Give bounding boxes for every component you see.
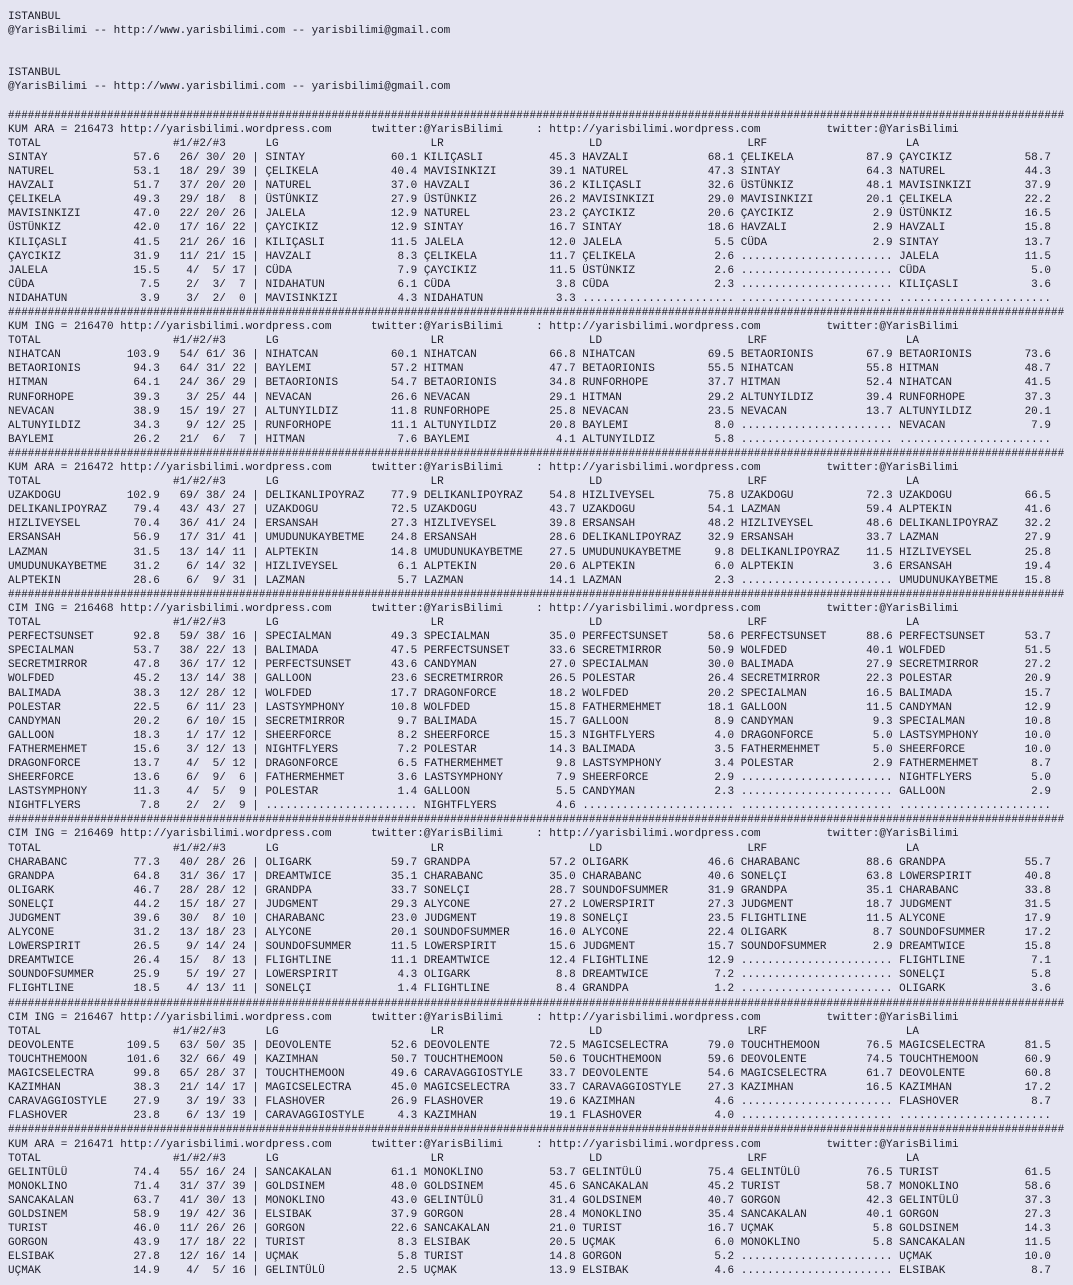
stat-row: OLIGARK 46.7 28/ 28/ 12 | GRANDPA 33.7 SONELÇI 28.7 SOUNDOFSUMMER 31.9 GRANDPA 35.1 CHARABANC 33.8 xyxy=(8,884,1051,897)
stat-row: KAZIMHAN 38.3 21/ 14/ 17 | MAGICSELECTRA 45.0 MAGICSELECTRA 33.7 CARAVAGGIOSTYLE 27.3 KAZIMHAN 16.5 KAZIMHAN 17.2 xyxy=(8,1082,1051,1095)
stat-row: LOWERSPIRIT 26.5 9/ 14/ 24 | SOUNDOFSUMMER 11.5 LOWERSPIRIT 15.6 JUDGMENT 15.7 SOUNDOFSUMMER 2.9 DREAMTWICE 15.8 xyxy=(8,941,1051,954)
stat-row: DREAMTWICE 26.4 15/ 8/ 13 | FLIGHTLINE 11.1 DREAMTWICE 12.4 FLIGHTLINE 12.9 ....................... FLIGHTLINE 7.1 xyxy=(8,955,1051,968)
block-title-line: KUM ING = 216470 http://yarisbilimi.wordpress.com twitter:@YarisBilimi : http://yarisbilimi.wordpress.com twitter:@YarisBilimi xyxy=(8,321,959,334)
separator-line: ################################################################################################################################################################ xyxy=(8,306,1065,319)
header-city: ISTANBUL xyxy=(8,67,61,80)
stat-row: POLESTAR 22.5 6/ 11/ 23 | LASTSYMPHONY 10.8 WOLFDED 15.8 FATHERMEHMET 18.1 GALLOON 11.5 CANDYMAN 12.9 xyxy=(8,701,1051,714)
stat-row: RUNFORHOPE 39.3 3/ 25/ 44 | NEVACAN 26.6 NEVACAN 29.1 HITMAN 29.2 ALTUNYILDIZ 39.4 RUNFORHOPE 37.3 xyxy=(8,391,1051,404)
separator-line: ################################################################################################################################################################ xyxy=(8,814,1065,827)
stat-row: ELSIBAK 27.8 12/ 16/ 14 | UÇMAK 5.8 TURIST 14.8 GORGON 5.2 ....................... UÇMAK 10.0 xyxy=(8,1251,1051,1264)
stat-row: NEVACAN 38.9 15/ 19/ 27 | ALTUNYILDIZ 11.8 RUNFORHOPE 25.8 NEVACAN 23.5 NEVACAN 13.7 ALTUNYILDIZ 20.1 xyxy=(8,405,1051,418)
stat-row: GOLDSINEM 58.9 19/ 42/ 36 | ELSIBAK 37.9 GORGON 28.4 MONOKLINO 35.4 SANCAKALAN 40.1 GORGON 27.3 xyxy=(8,1208,1051,1221)
stat-row: DELIKANLIPOYRAZ 79.4 43/ 43/ 27 | UZAKDOGU 72.5 UZAKDOGU 43.7 UZAKDOGU 54.1 LAZMAN 59.4 ALPTEKIN 41.6 xyxy=(8,504,1051,517)
block-title-line: KUM ARA = 216473 http://yarisbilimi.wordpress.com twitter:@YarisBilimi : http://yarisbilimi.wordpress.com twitter:@YarisBilimi xyxy=(8,123,959,136)
stat-row: LASTSYMPHONY 11.3 4/ 5/ 9 | POLESTAR 1.4 GALLOON 5.5 CANDYMAN 2.3 ....................... GALLOON 2.9 xyxy=(8,786,1051,799)
stat-row: UÇMAK 14.9 4/ 5/ 16 | GELINTÜLÜ 2.5 UÇMAK 13.9 ELSIBAK 4.6 ....................... ELSIBAK 8.7 xyxy=(8,1265,1051,1278)
header-byline: @YarisBilimi -- http://www.yarisbilimi.com -- yarisbilimi@gmail.com xyxy=(8,81,451,94)
stat-row: SANCAKALAN 63.7 41/ 30/ 13 | MONOKLINO 43.0 GELINTÜLÜ 31.4 GOLDSINEM 40.7 GORGON 42.3 GELINTÜLÜ 37.3 xyxy=(8,1194,1051,1207)
stat-row: BALIMADA 38.3 12/ 28/ 12 | WOLFDED 17.7 DRAGONFORCE 18.2 WOLFDED 20.2 SPECIALMAN 16.5 BALIMADA 15.7 xyxy=(8,687,1051,700)
stat-row: ALPTEKIN 28.6 6/ 9/ 31 | LAZMAN 5.7 LAZMAN 14.1 LAZMAN 2.3 ....................... UMUDUNUKAYBETME 15.8 xyxy=(8,574,1051,587)
stat-row: SOUNDOFSUMMER 25.9 5/ 19/ 27 | LOWERSPIRIT 4.3 OLIGARK 8.8 DREAMTWICE 7.2 ....................... SONELÇI 5.8 xyxy=(8,969,1051,982)
stat-row: JUDGMENT 39.6 30/ 8/ 10 | CHARABANC 23.0 JUDGMENT 19.8 SONELÇI 23.5 FLIGHTLINE 11.5 ALYCONE 17.9 xyxy=(8,913,1051,925)
stat-row: KILIÇASLI 41.5 21/ 26/ 16 | KILIÇASLI 11.5 JALELA 12.0 JALELA 5.5 CÜDA 2.9 SINTAY 13.7 xyxy=(8,236,1051,249)
stat-row: MAGICSELECTRA 99.8 65/ 28/ 37 | TOUCHTHEMOON 49.6 CARAVAGGIOSTYLE 33.7 DEOVOLENTE 54.6 MAGICSELECTRA 61.7 DEOVOLENTE 60.8 xyxy=(8,1068,1051,1081)
stat-row: GORGON 43.9 17/ 18/ 22 | TURIST 8.3 ELSIBAK 20.5 UÇMAK 6.0 MONOKLINO 5.8 SANCAKALAN 11.5 xyxy=(8,1237,1051,1250)
stat-row: HITMAN 64.1 24/ 36/ 29 | BETAORIONIS 54.7 BETAORIONIS 34.8 RUNFORHOPE 37.7 HITMAN 52.4 NIHATCAN 41.5 xyxy=(8,377,1051,390)
stat-row: ÇAYCIKIZ 31.9 11/ 21/ 15 | HAVZALI 8.3 ÇELIKELA 11.7 ÇELIKELA 2.6 ....................... JALELA 11.5 xyxy=(8,250,1051,263)
column-header-line: TOTAL #1/#2/#3 LG LR LD LRF LA xyxy=(8,617,919,630)
stat-row: ÇELIKELA 49.3 29/ 18/ 8 | ÜSTÜNKIZ 27.9 ÜSTÜNKIZ 26.2 MAVISINKIZI 29.0 MAVISINKIZI 20.1 ÇELIKELA 22.2 xyxy=(8,194,1051,207)
stat-row: ÜSTÜNKIZ 42.0 17/ 16/ 22 | ÇAYCIKIZ 12.9 SINTAY 16.7 SINTAY 18.6 HAVZALI 2.9 HAVZALI 15.8 xyxy=(8,222,1051,235)
stat-row: CHARABANC 77.3 40/ 28/ 26 | OLIGARK 59.7 GRANDPA 57.2 OLIGARK 46.6 CHARABANC 88.6 GRANDPA 55.7 xyxy=(8,856,1051,869)
stat-row: DEOVOLENTE 109.5 63/ 50/ 35 | DEOVOLENTE 52.6 DEOVOLENTE 72.5 MAGICSELECTRA 79.0 TOUCHTHEMOON 76.5 MAGICSELECTRA 81.5 xyxy=(8,1039,1051,1052)
block-title-line: KUM ARA = 216471 http://yarisbilimi.wordpress.com twitter:@YarisBilimi : http://yarisbilimi.wordpress.com twitter:@YarisBilimi xyxy=(8,1138,959,1151)
stat-row: CARAVAGGIOSTYLE 27.9 3/ 19/ 33 | FLASHOVER 26.9 FLASHOVER 19.6 KAZIMHAN 4.6 ....................... FLASHOVER 8.7 xyxy=(8,1096,1051,1109)
separator-line: ################################################################################################################################################################ xyxy=(8,588,1065,601)
stat-row: HAVZALI 51.7 37/ 20/ 20 | NATUREL 37.0 HAVZALI 36.2 KILIÇASLI 32.6 ÜSTÜNKIZ 48.1 MAVISINKIZI 37.9 xyxy=(8,180,1051,193)
separator-line: ################################################################################################################################################################ xyxy=(8,109,1065,122)
stat-row: NIDAHATUN 3.9 3/ 2/ 0 | MAVISINKIZI 4.3 NIDAHATUN 3.3 ....................... ....................... ....................... xyxy=(8,292,1051,305)
blank-line xyxy=(8,38,1073,52)
stat-row: TOUCHTHEMOON 101.6 32/ 66/ 49 | KAZIMHAN 50.7 TOUCHTHEMOON 50.6 TOUCHTHEMOON 59.6 DEOVOLENTE 74.5 TOUCHTHEMOON 60.9 xyxy=(8,1053,1051,1066)
stat-row: MONOKLINO 71.4 31/ 37/ 39 | GOLDSINEM 48.0 GOLDSINEM 45.6 SANCAKALAN 45.2 TURIST 58.7 MONOKLINO 58.6 xyxy=(8,1180,1051,1193)
stat-row: JALELA 15.5 4/ 5/ 17 | CÜDA 7.9 ÇAYCIKIZ 11.5 ÜSTÜNKIZ 2.6 ....................... CÜDA 5.0 xyxy=(8,264,1051,277)
stat-row: GALLOON 18.3 1/ 17/ 12 | SHEERFORCE 8.2 SHEERFORCE 15.3 NIGHTFLYERS 4.0 DRAGONFORCE 5.0 LASTSYMPHONY 10.0 xyxy=(8,729,1051,742)
column-header-line: TOTAL #1/#2/#3 LG LR LD LRF LA xyxy=(8,476,919,489)
separator-line: ################################################################################################################################################################ xyxy=(8,997,1065,1010)
stat-row: CÜDA 7.5 2/ 3/ 7 | NIDAHATUN 6.1 CÜDA 3.8 CÜDA 2.3 ....................... KILIÇASLI 3.6 xyxy=(8,278,1051,291)
stat-row: UMUDUNUKAYBETME 31.2 6/ 14/ 32 | HIZLIVEYSEL 6.1 ALPTEKIN 20.6 ALPTEKIN 6.0 ALPTEKIN 3.6 ERSANSAH 19.4 xyxy=(8,560,1051,573)
stat-row: FATHERMEHMET 15.6 3/ 12/ 13 | NIGHTFLYERS 7.2 POLESTAR 14.3 BALIMADA 3.5 FATHERMEHMET 5.0 SHEERFORCE 10.0 xyxy=(8,743,1051,756)
stat-row: CANDYMAN 20.2 6/ 10/ 15 | SECRETMIRROR 9.7 BALIMADA 15.7 GALLOON 8.9 CANDYMAN 9.3 SPECIALMAN 10.8 xyxy=(8,715,1051,728)
stat-row: DRAGONFORCE 13.7 4/ 5/ 12 | DRAGONFORCE 6.5 FATHERMEHMET 9.8 LASTSYMPHONY 3.4 POLESTAR 2.9 FATHERMEHMET 8.7 xyxy=(8,757,1051,770)
header-byline: @YarisBilimi -- http://www.yarisbilimi.com -- yarisbilimi@gmail.com xyxy=(8,25,451,38)
separator-line: ################################################################################################################################################################ xyxy=(8,447,1065,460)
stat-row: LAZMAN 31.5 13/ 14/ 11 | ALPTEKIN 14.8 UMUDUNUKAYBETME 27.5 UMUDUNUKAYBETME 9.8 DELIKANLIPOYRAZ 11.5 HIZLIVEYSEL 25.8 xyxy=(8,546,1051,559)
separator-line: ################################################################################################################################################################ xyxy=(8,1124,1065,1137)
stat-row: BETAORIONIS 94.3 64/ 31/ 22 | BAYLEMI 57.2 HITMAN 47.7 BETAORIONIS 55.5 NIHATCAN 55.8 HITMAN 48.7 xyxy=(8,363,1051,376)
blank-line xyxy=(8,95,1073,109)
header-city: ISTANBUL xyxy=(8,11,61,23)
stat-row: GELINTÜLÜ 74.4 55/ 16/ 24 | SANCAKALAN 61.1 MONOKLINO 53.7 GELINTÜLÜ 75.4 GELINTÜLÜ 76.5 TURIST 61.5 xyxy=(8,1166,1051,1179)
stat-row: BAYLEMI 26.2 21/ 6/ 7 | HITMAN 7.6 BAYLEMI 4.1 ALTUNYILDIZ 5.8 ....................... ....................... xyxy=(8,433,1051,446)
stat-row: WOLFDED 45.2 13/ 14/ 38 | GALLOON 23.6 SECRETMIRROR 26.5 POLESTAR 26.4 SECRETMIRROR 22.3 POLESTAR 20.9 xyxy=(8,673,1051,686)
stat-row: NIHATCAN 103.9 54/ 61/ 36 | NIHATCAN 60.1 NIHATCAN 66.8 NIHATCAN 69.5 BETAORIONIS 67.9 BETAORIONIS 73.6 xyxy=(8,349,1051,362)
block-title-line: CIM ING = 216468 http://yarisbilimi.wordpress.com twitter:@YarisBilimi : http://yarisbilimi.wordpress.com twitter:@YarisBilimi xyxy=(8,602,959,615)
stat-row: PERFECTSUNSET 92.8 59/ 38/ 16 | SPECIALMAN 49.3 SPECIALMAN 35.0 PERFECTSUNSET 58.6 PERFECTSUNSET 88.6 PERFECTSUNSET 53.7 xyxy=(8,631,1051,644)
stat-row: FLIGHTLINE 18.5 4/ 13/ 11 | SONELÇI 1.4 FLIGHTLINE 8.4 GRANDPA 1.2 ....................... OLIGARK 3.6 xyxy=(8,983,1051,996)
stat-row: SECRETMIRROR 47.8 36/ 17/ 12 | PERFECTSUNSET 43.6 CANDYMAN 27.0 SPECIALMAN 30.0 BALIMADA 27.9 SECRETMIRROR 27.2 xyxy=(8,659,1051,672)
stat-row: NIGHTFLYERS 7.8 2/ 2/ 9 | ....................... NIGHTFLYERS 4.6 ....................... ....................... ....................... xyxy=(8,800,1051,813)
stat-row: HIZLIVEYSEL 70.4 36/ 41/ 24 | ERSANSAH 27.3 HIZLIVEYSEL 39.8 ERSANSAH 48.2 HIZLIVEYSEL 48.6 DELIKANLIPOYRAZ 32.2 xyxy=(8,518,1051,531)
stat-row: SINTAY 57.6 26/ 30/ 20 | SINTAY 60.1 KILIÇASLI 45.3 HAVZALI 68.1 ÇELIKELA 87.9 ÇAYCIKIZ 58.7 xyxy=(8,151,1051,164)
column-header-line: TOTAL #1/#2/#3 LG LR LD LRF LA xyxy=(8,842,919,855)
stat-row: FLASHOVER 23.8 6/ 13/ 19 | CARAVAGGIOSTYLE 4.3 KAZIMHAN 19.1 FLASHOVER 4.0 ....................... ....................... xyxy=(8,1110,1051,1123)
column-header-line: TOTAL #1/#2/#3 LG LR LD LRF LA xyxy=(8,335,919,348)
stat-row: UZAKDOGU 102.9 69/ 38/ 24 | DELIKANLIPOYRAZ 77.9 DELIKANLIPOYRAZ 54.8 HIZLIVEYSEL 75.8 UZAKDOGU 72.3 UZAKDOGU 66.5 xyxy=(8,490,1051,503)
stat-row: SPECIALMAN 53.7 38/ 22/ 13 | BALIMADA 47.5 PERFECTSUNSET 33.6 SECRETMIRROR 50.9 WOLFDED 40.1 WOLFDED 51.5 xyxy=(8,645,1051,658)
stat-row: ALTUNYILDIZ 34.3 9/ 12/ 25 | RUNFORHOPE 11.1 ALTUNYILDIZ 20.8 BAYLEMI 8.0 ....................... NEVACAN 7.9 xyxy=(8,419,1051,432)
stat-row: SHEERFORCE 13.6 6/ 9/ 6 | FATHERMEHMET 3.6 LASTSYMPHONY 7.9 SHEERFORCE 2.9 ....................... NIGHTFLYERS 5.0 xyxy=(8,772,1051,785)
blank-line xyxy=(8,52,1073,66)
stat-row: ALYCONE 31.2 13/ 18/ 23 | ALYCONE 20.1 SOUNDOFSUMMER 16.0 ALYCONE 22.4 OLIGARK 8.7 SOUNDOFSUMMER 17.2 xyxy=(8,927,1051,940)
stat-blocks xyxy=(8,109,1073,1279)
column-header-line: TOTAL #1/#2/#3 LG LR LD LRF LA xyxy=(8,1152,919,1165)
column-header-line: TOTAL #1/#2/#3 LG LR LD LRF LA xyxy=(8,1025,919,1038)
stat-row: ERSANSAH 56.9 17/ 31/ 41 | UMUDUNUKAYBETME 24.8 ERSANSAH 28.6 DELIKANLIPOYRAZ 32.9 ERSANSAH 33.7 LAZMAN 27.9 xyxy=(8,532,1051,545)
stat-row: SONELÇI 44.2 15/ 18/ 27 | JUDGMENT 29.3 ALYCONE 27.2 LOWERSPIRIT 27.3 JUDGMENT 18.7 JUDGMENT 31.5 xyxy=(8,898,1051,911)
stat-row: GRANDPA 64.8 31/ 36/ 17 | DREAMTWICE 35.1 CHARABANC 35.0 CHARABANC 40.6 SONELÇI 63.8 LOWERSPIRIT 40.8 xyxy=(8,870,1051,883)
block-title-line: KUM ARA = 216472 http://yarisbilimi.wordpress.com twitter:@YarisBilimi : http://yarisbilimi.wordpress.com twitter:@YarisBilimi xyxy=(8,462,959,474)
block-title-line: CIM ING = 216467 http://yarisbilimi.wordpress.com twitter:@YarisBilimi : http://yarisbilimi.wordpress.com twitter:@YarisBilimi xyxy=(8,1011,959,1024)
stat-row: MAVISINKIZI 47.0 22/ 20/ 26 | JALELA 12.9 NATUREL 23.2 ÇAYCIKIZ 20.6 ÇAYCIKIZ 2.9 ÜSTÜNKIZ 16.5 xyxy=(8,208,1051,221)
stat-row: NATUREL 53.1 18/ 29/ 39 | ÇELIKELA 40.4 MAVISINKIZI 39.1 NATUREL 47.3 SINTAY 64.3 NATUREL 44.3 xyxy=(8,166,1051,179)
block-title-line: CIM ING = 216469 http://yarisbilimi.wordpress.com twitter:@YarisBilimi : http://yarisbilimi.wordpress.com twitter:@YarisBilimi xyxy=(8,828,959,841)
stat-row: TURIST 46.0 11/ 26/ 26 | GORGON 22.6 SANCAKALAN 21.0 TURIST 16.7 UÇMAK 5.8 GOLDSINEM 14.3 xyxy=(8,1223,1051,1236)
column-header-line: TOTAL #1/#2/#3 LG LR LD LRF LA xyxy=(8,137,919,150)
